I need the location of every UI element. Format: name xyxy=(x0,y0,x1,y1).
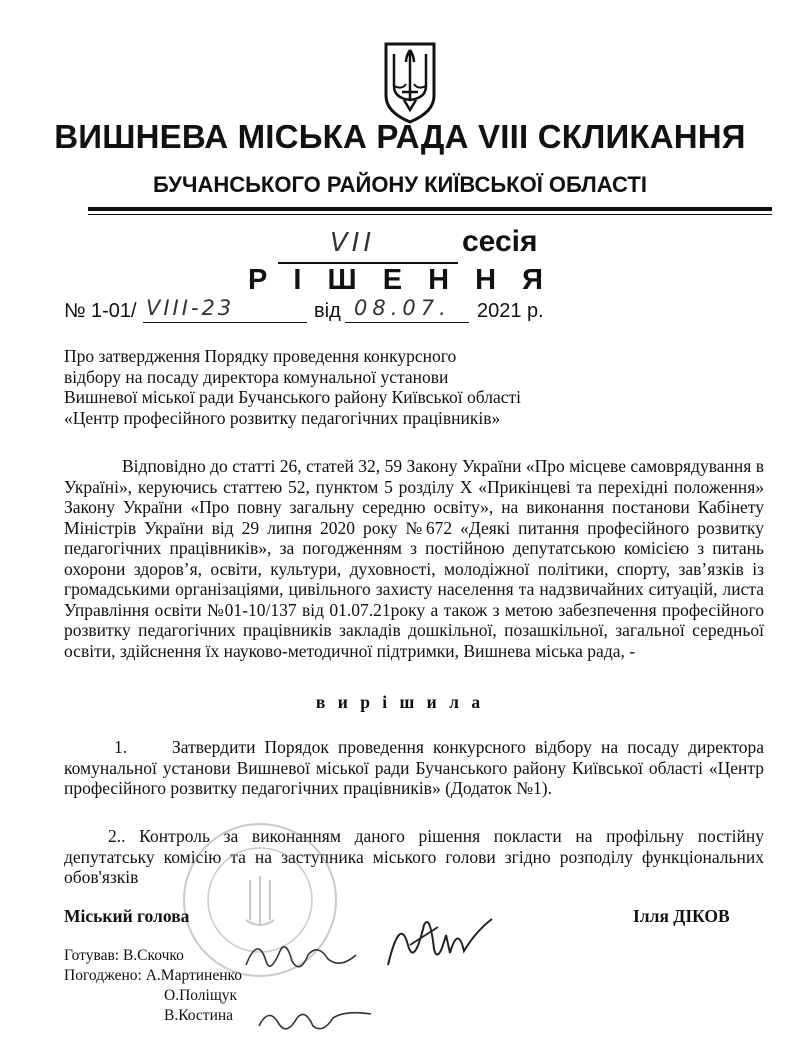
item-number: 1. xyxy=(114,737,128,757)
decision-date-underline xyxy=(345,322,469,323)
decision-title: Р І Ш Е Н Н Я xyxy=(248,264,552,296)
subject-line: відбору на посаду директора комунальної установи xyxy=(64,366,449,387)
decision-date: 08.07. xyxy=(354,296,451,320)
agreed-person: В.Костина xyxy=(164,1007,234,1024)
signature-icon xyxy=(255,1000,375,1040)
coat-of-arms-icon xyxy=(380,40,440,124)
preamble-text: Відповідно до статті 26, статей 32, 59 Закону України «Про місцеве самоврядування в Україні», керуючись статтею 52, пунктом 5 розділу X «Прикінцеві та перехідні положення» Закону України «Про повну загальну середню освіту», на виконання постанови Кабінету Міністрів України від 29 липня 2020 року №672 «Деякі питання професійного розвитку педагогічних працівників», за погодженням з постійною депутатською комісією з питань охорони здоров’я, освіти, культури, духовності, молодіжної політики, спорту, зав’язків із громадськими організаціями, цивільного захисту населення та надзвичайних ситуацій, листа Управління освіти №01-10/137 від 01.07.21року а також з метою забезпечення професійного розвитку педагогічних працівників закладів дошкільної, позашкільної, загальної середньої освіти, здійснення їх науково-методичної підтримки, Вишнева міська рада, - xyxy=(64,456,764,661)
decision-number-prefix: № 1-01/ xyxy=(64,300,137,322)
agreed-person: О.Поліщук xyxy=(164,987,238,1004)
resolution-item xyxy=(64,737,764,799)
signatory-title: Міський голова xyxy=(64,906,190,926)
item-text: Затвердити Порядок проведення конкурсного відбору на посаду директора комунальної установи Вишневої міської ради Бучанського району Київської області «Центр професійного розвитку педагогічних працівників» (Додаток №1). xyxy=(64,737,764,798)
decision-subject xyxy=(64,346,604,428)
subject-line: «Центр професійного розвитку педагогічних працівників» xyxy=(64,407,501,428)
session-number: VII xyxy=(330,228,376,258)
session-label: сесія xyxy=(462,225,538,258)
agreed-list xyxy=(64,966,242,1026)
decision-year: 2021 р. xyxy=(477,300,544,322)
decision-number: VIII-23 xyxy=(146,296,235,320)
decision-number-underline xyxy=(143,322,307,323)
resolution-item xyxy=(64,826,764,888)
prepared-by: Готував: В.Скочко xyxy=(64,947,184,964)
subject-line: Про затвердження Порядку проведення конкурсного xyxy=(64,346,457,366)
subject-line: Вишневої міської ради Бучанського району Київської області xyxy=(64,387,522,407)
council-title: ВИШНЕВА МІСЬКА РАДА VIII СКЛИКАННЯ xyxy=(54,118,746,155)
header-rule-thick xyxy=(88,207,772,211)
header-rule-thin xyxy=(88,214,772,215)
preamble xyxy=(64,456,764,661)
item-number: 2.. xyxy=(108,826,126,846)
agreed-person: Погоджено: А.Мартиненко xyxy=(64,967,243,984)
signature-icon xyxy=(240,925,360,985)
resolved-heading: в и р і ш и л а xyxy=(315,692,485,712)
mayor-signature-icon xyxy=(380,905,500,975)
item-text: Контроль за виконанням даного рішення покласти на профільну постійну депутатську комісію та на заступника міського голови згідно розподілу функціональних обов'язків xyxy=(64,826,765,887)
date-label: від xyxy=(314,300,341,322)
signatory-name: Ілля ДІКОВ xyxy=(633,906,730,926)
region-title: БУЧАНСЬКОГО РАЙОНУ КИЇВСЬКОЇ ОБЛАСТІ xyxy=(153,172,647,197)
